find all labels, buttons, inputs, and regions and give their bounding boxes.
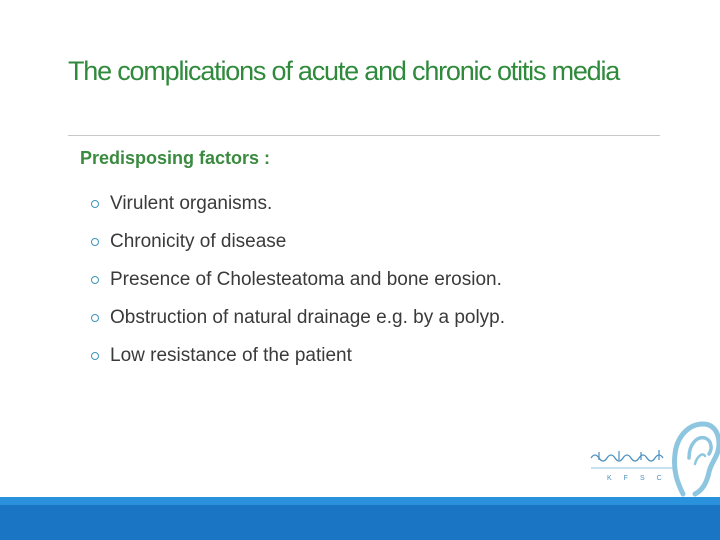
title-divider <box>68 135 660 136</box>
bullet-list <box>90 185 505 375</box>
list-item <box>90 299 505 337</box>
circle-bullet-icon <box>91 200 99 208</box>
circle-bullet-icon <box>91 314 99 322</box>
circle-bullet-icon <box>91 352 99 360</box>
ear-logo-icon <box>585 418 720 498</box>
slide-title: The complications of acute and chronic otitis media <box>68 56 620 86</box>
bullet-text: Virulent organisms. <box>110 193 273 214</box>
subheading: Predisposing factors : <box>80 148 271 168</box>
circle-bullet-icon <box>91 276 99 284</box>
bullet-text: Chronicity of disease <box>110 231 287 252</box>
circle-bullet-icon <box>91 238 99 246</box>
list-item <box>90 223 505 261</box>
list-item <box>90 261 505 299</box>
footer-strip <box>0 497 720 505</box>
bullet-text: Presence of Cholesteatoma and bone erosion. <box>110 269 502 290</box>
list-item <box>90 185 505 223</box>
logo-letters: KFSC <box>607 475 674 482</box>
bullet-text: Obstruction of natural drainage e.g. by a polyp. <box>110 307 506 328</box>
bullet-text: Low resistance of the patient <box>110 345 352 366</box>
list-item <box>90 337 505 375</box>
